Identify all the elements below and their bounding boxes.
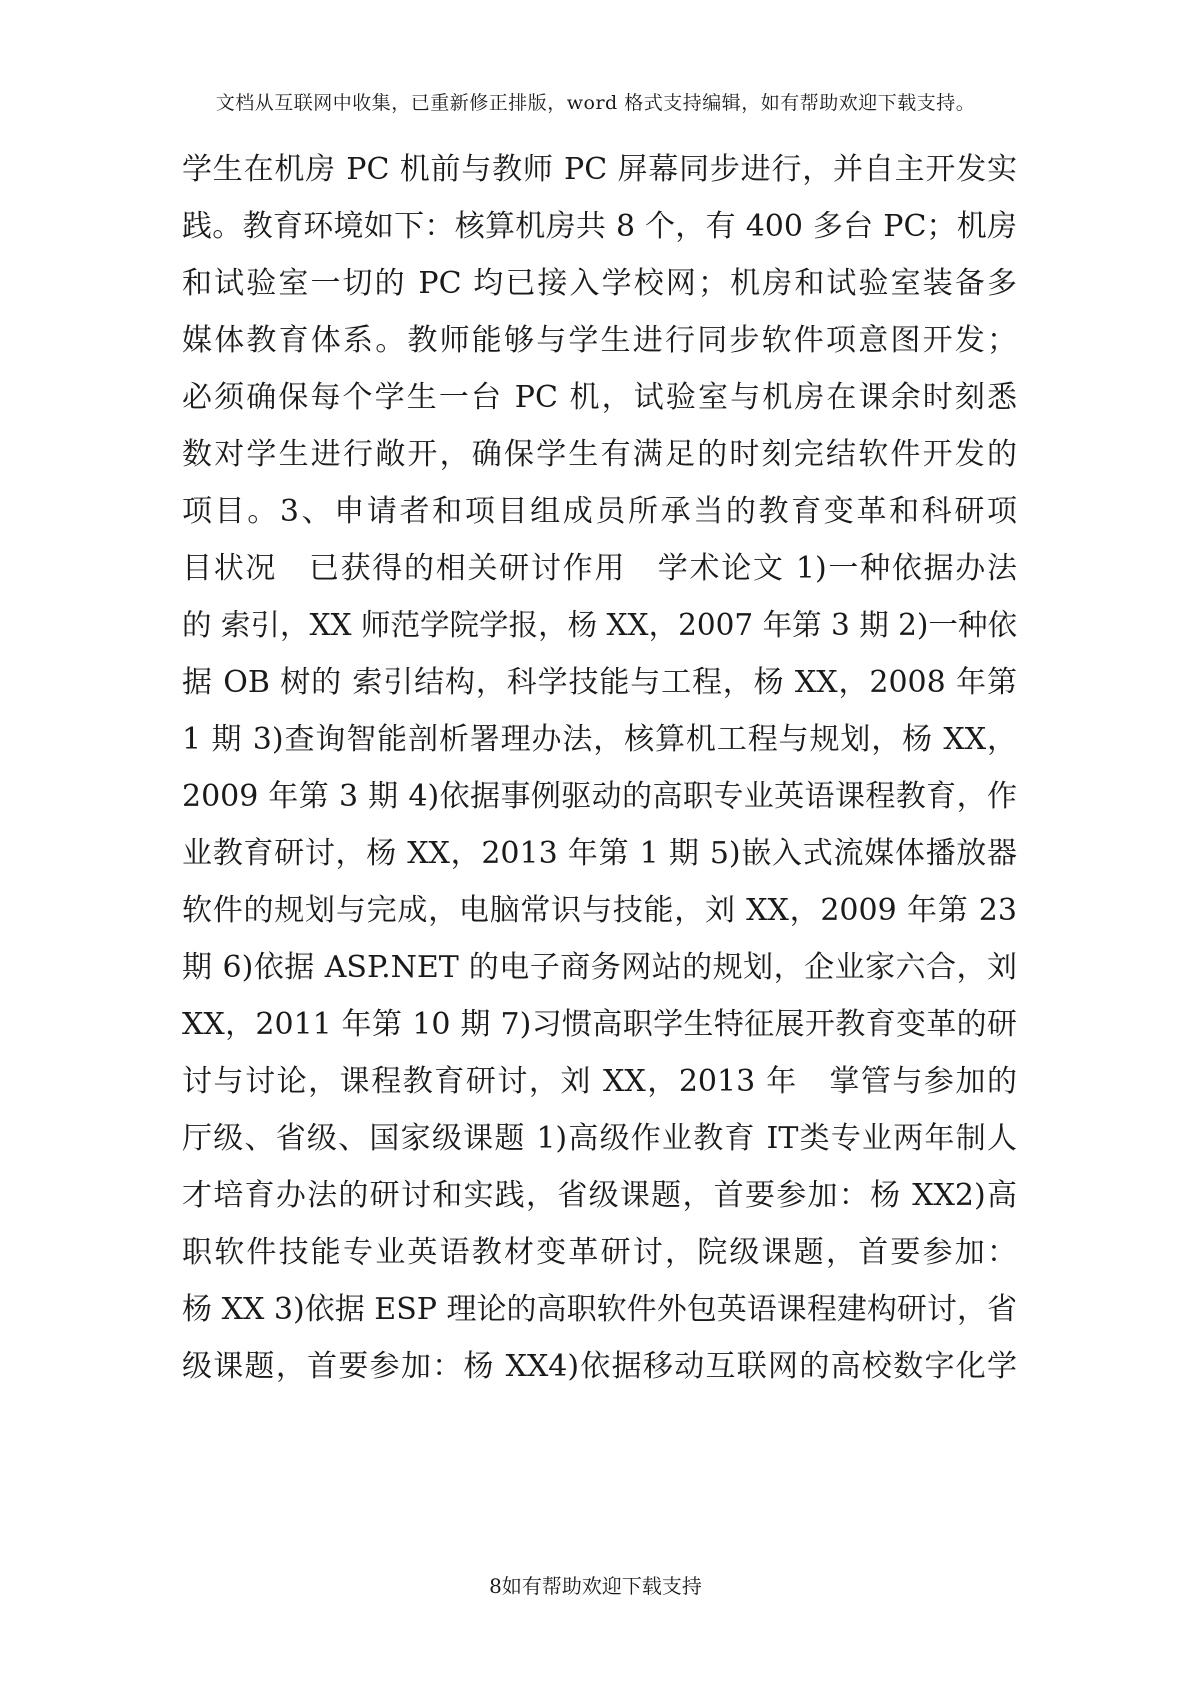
body-line: 和试验室一切的 PC 均已接入学校网；机房和试验室装备多	[182, 266, 1017, 301]
body-line: XX，2011 年第 10 期 7)习惯高职学生特征展开教育变革的研	[182, 1007, 1017, 1042]
page-header: 文档从互联网中收集，已重新修正排版，word 格式支持编辑，如有帮助欢迎下载支持。	[215, 92, 976, 114]
body-line: 2009 年第 3 期 4)依据事例驱动的高职专业英语课程教育，作	[182, 779, 1017, 814]
body-line: 媒体教育体系。教师能够与学生进行同步软件项意图开发；	[182, 323, 1017, 358]
body-line: 数对学生进行敞开，确保学生有满足的时刻完结软件开发的	[182, 437, 1017, 472]
body-line: 学生在机房 PC 机前与教师 PC 屏幕同步进行，并自主开发实	[182, 152, 1017, 187]
body-line: 践。教育环境如下：核算机房共 8 个，有 400 多台 PC；机房	[182, 209, 1017, 244]
body-line: 目状况 已获得的相关研讨作用 学术论文 1)一种依据办法	[182, 551, 1017, 586]
body-line: 职软件技能专业英语教材变革研讨，院级课题，首要参加：	[182, 1235, 1017, 1270]
body-line: 软件的规划与完成，电脑常识与技能，刘 XX，2009 年第 23	[182, 893, 1017, 928]
body-line: 项目。3、申请者和项目组成员所承当的教育变革和科研项	[182, 494, 1017, 529]
body-line: 厅级、省级、国家级课题 1)高级作业教育 IT类专业两年制人	[182, 1121, 1017, 1156]
body-line: 杨 XX 3)依据 ESP 理论的高职软件外包英语课程建构研讨，省	[182, 1292, 1017, 1327]
body-line: 级课题，首要参加：杨 XX4)依据移动互联网的高校数字化学	[182, 1349, 1017, 1384]
page-footer: 8如有帮助欢迎下载支持	[489, 1574, 702, 1598]
body-text	[182, 141, 1017, 1395]
body-line: 才培育办法的研讨和实践，省级课题，首要参加：杨 XX2)高	[182, 1178, 1017, 1213]
body-line: 讨与讨论，课程教育研讨，刘 XX，2013 年 掌管与参加的	[182, 1064, 1017, 1099]
body-line: 期 6)依据 ASP.NET 的电子商务网站的规划，企业家六合，刘	[182, 950, 1017, 985]
body-line: 据 OB 树的 索引结构，科学技能与工程，杨 XX，2008 年第	[182, 665, 1017, 700]
body-line: 的 索引，XX 师范学院学报，杨 XX，2007 年第 3 期 2)一种依	[182, 608, 1017, 642]
body-line: 必须确保每个学生一台 PC 机，试验室与机房在课余时刻悉	[182, 380, 1017, 415]
body-line: 1 期 3)查询智能剖析署理办法，核算机工程与规划，杨 XX，	[182, 722, 1017, 757]
body-line: 业教育研讨，杨 XX，2013 年第 1 期 5)嵌入式流媒体播放器	[182, 836, 1017, 871]
